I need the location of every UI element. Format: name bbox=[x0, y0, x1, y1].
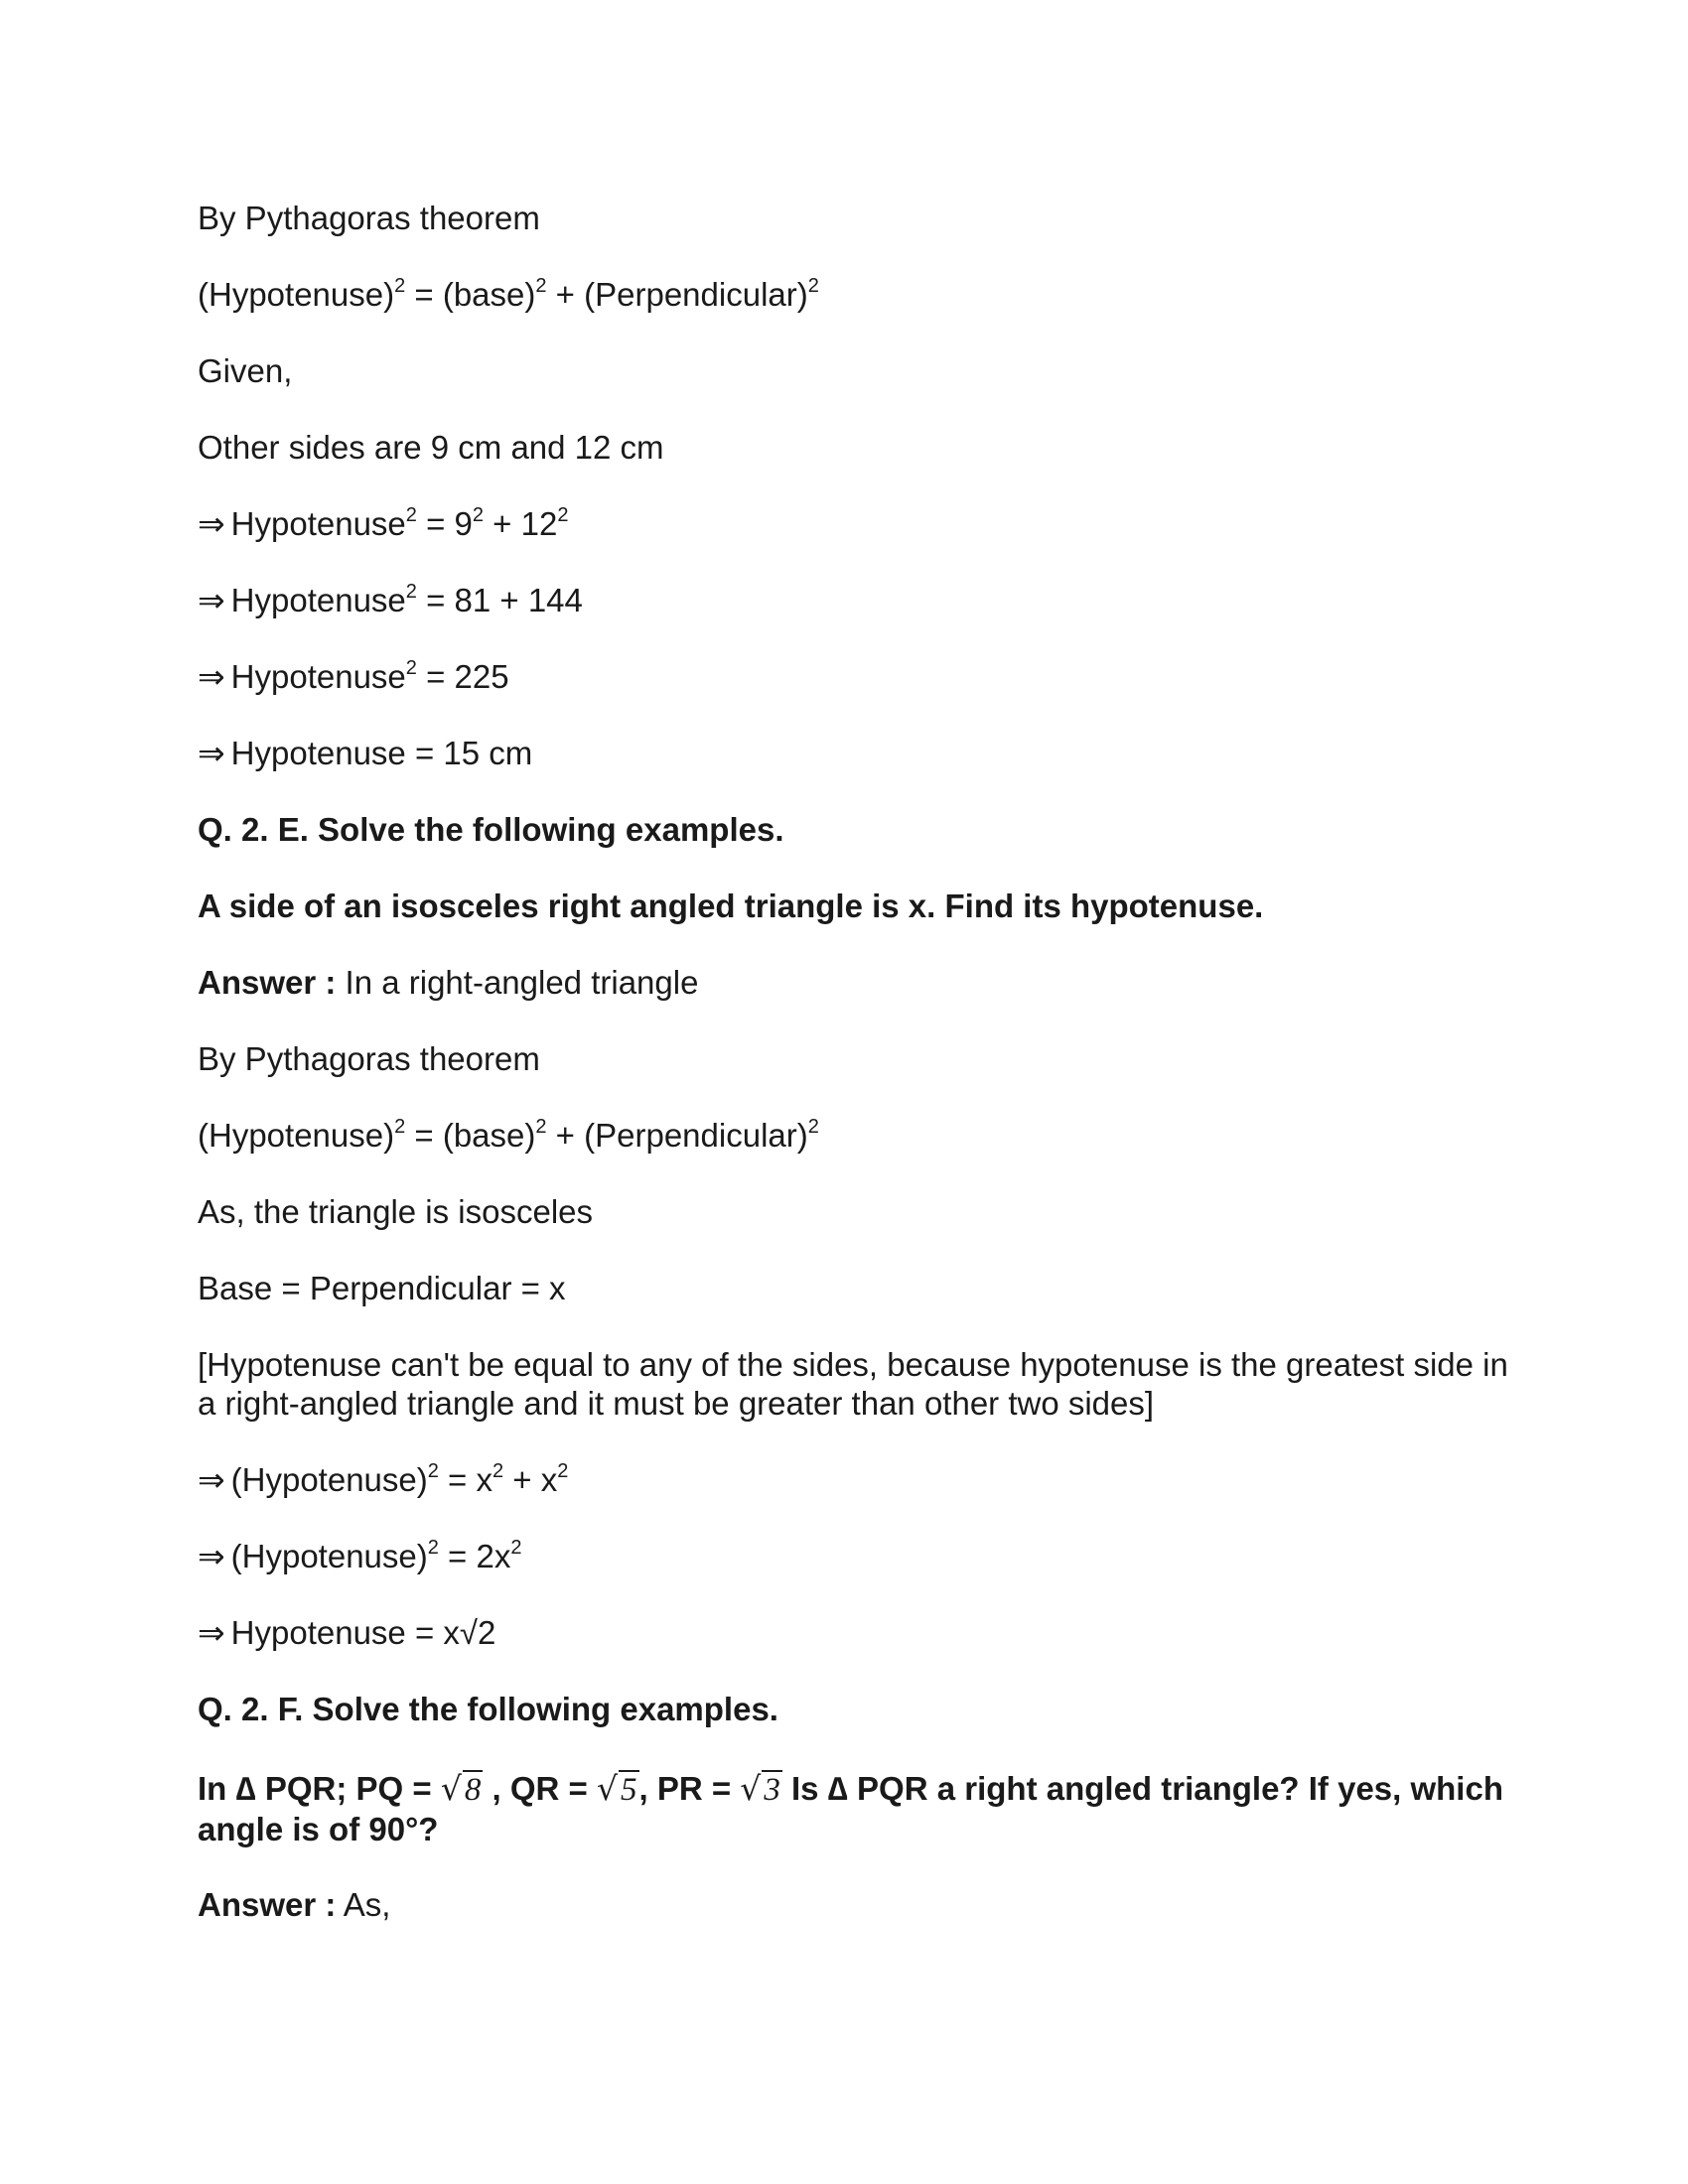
implies-arrow-icon: ⇒ bbox=[198, 1461, 225, 1498]
implies-arrow-icon: ⇒ bbox=[198, 582, 225, 618]
pythagoras-intro-1: By Pythagoras theorem bbox=[198, 200, 540, 236]
pythagoras-intro-2: By Pythagoras theorem bbox=[198, 1040, 540, 1077]
q2e-heading: Q. 2. E. Solve the following examples. bbox=[198, 811, 784, 848]
given-sides: Other sides are 9 cm and 12 cm bbox=[198, 429, 664, 466]
sqrt-icon: √ bbox=[596, 1769, 618, 1808]
pythagoras-formula-2: (Hypotenuse)$^2$ = (base)$^2$ + (Perpendicular)$^2$ bbox=[198, 1116, 819, 1154]
implies-arrow-icon: ⇒ bbox=[198, 505, 225, 542]
answer-1: Answer : In a right-angled triangle bbox=[198, 964, 699, 1001]
sqrt-icon: √ bbox=[740, 1769, 762, 1808]
isosceles-note: As, the triangle is isosceles bbox=[198, 1193, 594, 1230]
sqrt-icon: √ bbox=[440, 1769, 462, 1808]
answer-label: Answer : bbox=[198, 964, 337, 1001]
implies-arrow-icon: ⇒ bbox=[198, 735, 225, 771]
q2f-question: In ∆ PQR; PQ = √8 , QR = √5, PR = √3 Is ∆ PQR a right angled triangle? If yes, which angle is of 90°? bbox=[198, 1769, 1503, 1847]
step-hyp-x-root2: ⇒ Hypotenuse = x√2 bbox=[198, 1614, 496, 1651]
step-hyp-81-144: ⇒ Hypotenuse$^2$ = 81 + 144 bbox=[198, 581, 583, 618]
pythagoras-formula-1: (Hypotenuse)$^2$ = (base)$^2$ + (Perpendicular)$^2$ bbox=[198, 275, 819, 313]
q2f-heading: Q. 2. F. Solve the following examples. bbox=[198, 1691, 778, 1727]
implies-arrow-icon: ⇒ bbox=[198, 658, 225, 695]
implies-arrow-icon: ⇒ bbox=[198, 1538, 225, 1574]
step-hyp-squared-sum: ⇒ Hypotenuse$^2$ = $9^2 + 12^2$ bbox=[198, 504, 569, 542]
answer-label: Answer : bbox=[198, 1886, 337, 1923]
step-hyp-2x2: ⇒ (Hypotenuse)$^2$ = $2x^2$ bbox=[198, 1537, 522, 1574]
given-label: Given, bbox=[198, 352, 293, 389]
sqrt-icon: √ bbox=[459, 1614, 479, 1651]
step-hyp-225: ⇒ Hypotenuse$^2$ = 225 bbox=[198, 657, 509, 695]
hypotenuse-explanation: [Hypotenuse can't be equal to any of the sides, because hypotenuse is the greatest side in a right-angled triangle and it must be greater than other two sides] bbox=[198, 1346, 1508, 1422]
q2e-question: A side of an isosceles right angled triangle is x. Find its hypotenuse. bbox=[198, 887, 1264, 924]
step-hyp-x2-x2: ⇒ (Hypotenuse)$^2$ = $x^2 + x^2$ bbox=[198, 1460, 569, 1498]
implies-arrow-icon: ⇒ bbox=[198, 1614, 225, 1651]
base-equals-perpendicular: Base = Perpendicular = x bbox=[198, 1270, 566, 1306]
answer-2: Answer : As, bbox=[198, 1886, 391, 1923]
step-hyp-15: ⇒ Hypotenuse = 15 cm bbox=[198, 735, 533, 771]
